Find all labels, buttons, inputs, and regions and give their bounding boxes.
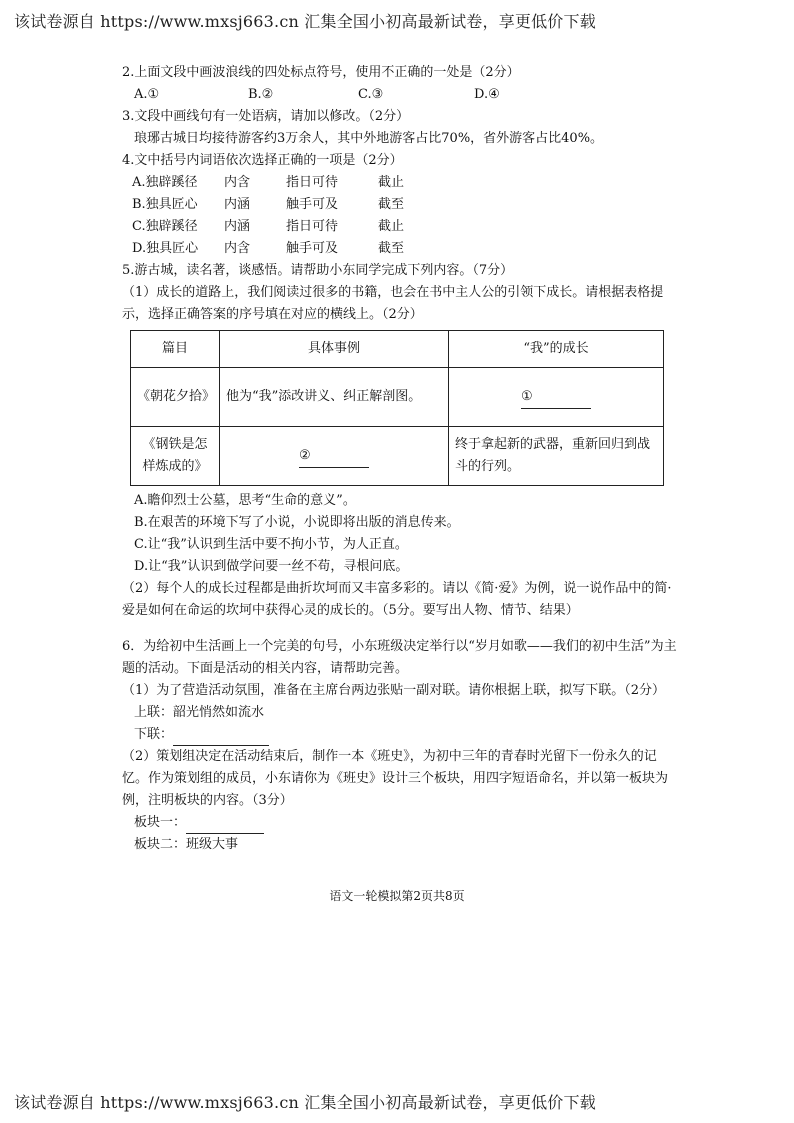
q4-c-word2: 内涵 xyxy=(224,219,251,234)
q2-options xyxy=(122,84,682,106)
table-row xyxy=(131,427,664,486)
q2-option-b: B.② xyxy=(248,87,274,102)
q4-d-word3: 触手可及 xyxy=(286,241,339,256)
q4-b-word3: 触手可及 xyxy=(286,197,339,212)
table-cell-growth: 终于拿起新的武器，重新回归到战斗的行列。 xyxy=(449,427,664,486)
block2-row: 板块二：班级大事 xyxy=(134,837,239,852)
q2-stem: 2.上面文段中画波浪线的四处标点符号，使用不正确的一处是（2分） xyxy=(122,65,520,80)
source-banner-bottom: 该试卷源自 https://www.mxsj663.cn 汇集全国小初高最新试卷，享更低价下载 xyxy=(14,1093,596,1112)
q4-d-word2: 内含 xyxy=(224,241,251,256)
q4-a-word1: A.独辟蹊径 xyxy=(132,175,198,190)
q4-d-word1: D.独具匠心 xyxy=(132,241,199,256)
page-footer: 语文一轮模拟第2页共8页 xyxy=(329,889,465,903)
q4-option-c xyxy=(122,216,682,238)
q6-sub2: （2）策划组决定在活动结束后，制作一本《班史》，为初中三年的青春时光留下一份永久的记忆。作为策划组的成员，小东请你为《班史》设计三个板块，用四字短语命名，并以第一板块为例，注明板块的内容。（3分） xyxy=(122,749,669,808)
q4-option-a xyxy=(122,172,682,194)
table-header-row xyxy=(131,331,664,368)
table-cell-book: 《钢铁是怎样炼成的》 xyxy=(131,427,220,486)
answer-blank-2[interactable]: ② xyxy=(299,445,369,468)
q6-stem: 6．为给初中生活画上一个完美的句号，小东班级决定举行以“岁月如歌——我们的初中生活”为主题的活动。下面是活动的相关内容，请帮助完善。 xyxy=(122,639,677,676)
q4-b-word1: B.独具匠心 xyxy=(132,197,198,212)
q3-stem: 3.文段中画线句有一处语病，请加以修改。（2分） xyxy=(122,109,410,124)
table-header-example: 具体事例 xyxy=(220,331,449,368)
table-cell-growth xyxy=(449,368,664,427)
q4-a-word2: 内含 xyxy=(224,175,251,190)
q6-sub1: （1）为了营造活动氛围，准备在主席台两边张贴一副对联。请你根据上联，拟写下联。（2分） xyxy=(122,683,666,698)
exam-page xyxy=(122,62,682,856)
table-header-title: 篇目 xyxy=(131,331,220,368)
couplet-lower-blank[interactable] xyxy=(173,731,269,746)
q5-growth-table xyxy=(130,330,664,486)
q4-option-d xyxy=(122,238,682,260)
q5-choice-d: D.让“我”认识到做学问要一丝不苟，寻根问底。 xyxy=(134,559,409,574)
table-header-growth: “我”的成长 xyxy=(449,331,664,368)
q3-sentence: 琅琊古城日均接待游客约3万余人，其中外地游客占比70%，省外游客占比40%。 xyxy=(134,131,604,146)
q2-option-d: D.④ xyxy=(474,87,500,102)
q4-a-word4: 截止 xyxy=(378,175,405,190)
q4-b-word4: 截至 xyxy=(378,197,405,212)
q2-option-a: A.① xyxy=(134,87,160,102)
table-row xyxy=(131,368,664,427)
q4-c-word3: 指日可待 xyxy=(286,219,339,234)
block1-blank[interactable] xyxy=(186,819,264,834)
couplet-upper: 上联：韶光悄然如流水 xyxy=(134,705,265,720)
block1-row xyxy=(122,812,682,834)
q4-a-word3: 指日可待 xyxy=(286,175,339,190)
q5-stem: 5.游古城，读名著，谈感悟。请帮助小东同学完成下列内容。（7分） xyxy=(122,263,514,278)
q4-c-word4: 截止 xyxy=(378,219,405,234)
q4-c-word1: C.独辟蹊径 xyxy=(132,219,198,234)
couplet-lower-row xyxy=(122,724,682,746)
table-cell-example: 他为“我”添改讲义、纠正解剖图。 xyxy=(220,368,449,427)
source-banner-top: 该试卷源自 https://www.mxsj663.cn 汇集全国小初高最新试卷，享更低价下载 xyxy=(14,12,596,31)
q5-choice-a: A.瞻仰烈士公墓，思考“生命的意义”。 xyxy=(134,493,356,508)
q5-choice-c: C.让“我”认识到生活中要不拘小节，为人正直。 xyxy=(134,537,408,552)
q5-sub1: （1）成长的道路上，我们阅读过很多的书籍，也会在书中主人公的引领下成长。请根据表格提示，选择正确答案的序号填在对应的横线上。（2分） xyxy=(122,285,664,322)
table-cell-book: 《朝花夕拾》 xyxy=(131,368,220,427)
q4-option-b xyxy=(122,194,682,216)
q4-b-word2: 内涵 xyxy=(224,197,251,212)
q4-stem: 4.文中括号内词语依次选择正确的一项是（2分） xyxy=(122,153,403,168)
block1-label: 板块一： xyxy=(134,815,187,830)
q5-sub2: （2）每个人的成长过程都是曲折坎坷而又丰富多彩的。请以《简·爱》为例，说一说作品中的简·爱是如何在命运的坎坷中获得心灵的成长的。（5分。要写出人物、情节、结果） xyxy=(122,581,672,618)
q2-option-c: C.③ xyxy=(358,87,384,102)
table-cell-example xyxy=(220,427,449,486)
q5-choice-b: B.在艰苦的环境下写了小说，小说即将出版的消息传来。 xyxy=(134,515,460,530)
q4-d-word4: 截至 xyxy=(378,241,405,256)
answer-blank-1[interactable]: ① xyxy=(521,386,591,409)
couplet-lower-label: 下联： xyxy=(134,727,174,742)
